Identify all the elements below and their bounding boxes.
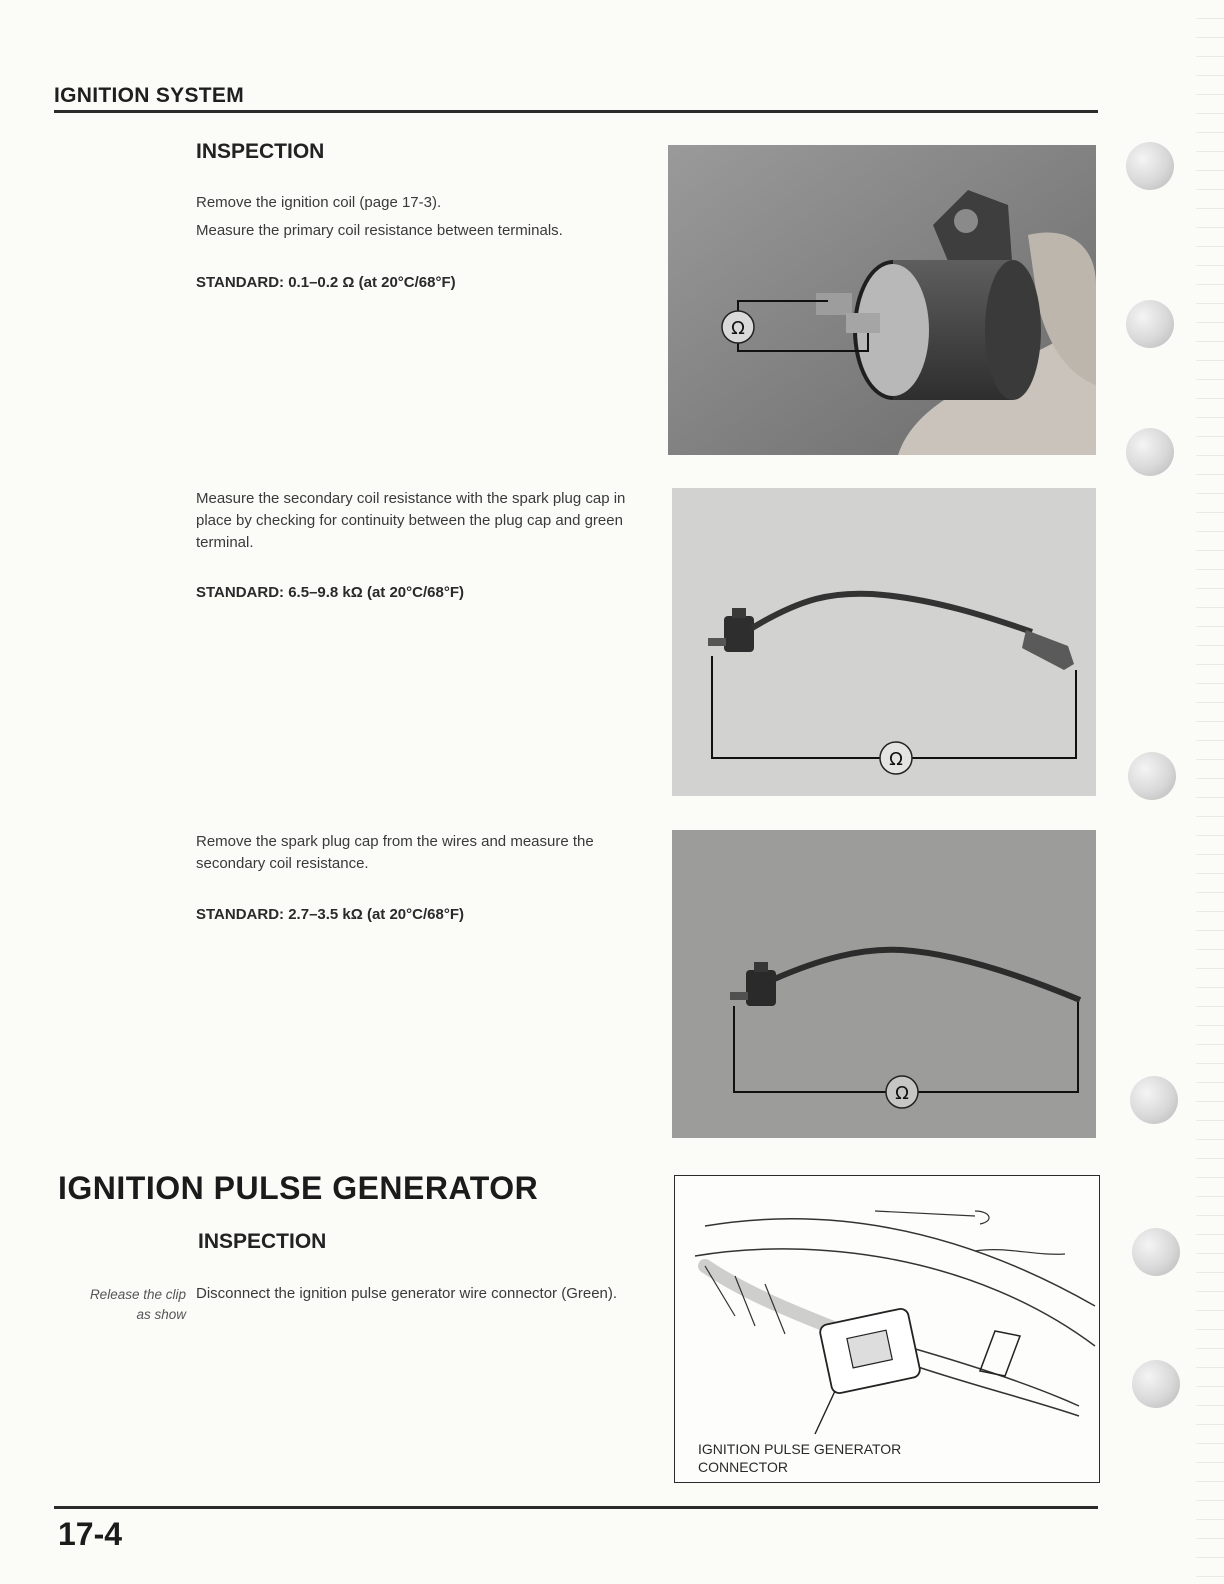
binder-hole (1132, 1360, 1180, 1408)
photo-primary-coil-test (668, 145, 1096, 455)
pulse-generator-title: IGNITION PULSE GENERATOR (58, 1170, 539, 1206)
ohmmeter-symbol: Ω (731, 318, 745, 339)
step-measure-secondary-with-cap: Measure the secondary coil resistance with the spark plug cap in place by checking for continuity between the plug cap and green terminal. (196, 490, 626, 551)
callout-line-2: CONNECTOR (698, 1459, 788, 1475)
section-title: IGNITION SYSTEM (54, 84, 245, 107)
margin-note: Release the clip as show (89, 1287, 186, 1322)
binder-hole (1126, 142, 1174, 190)
photo-secondary-with-cap-test (672, 488, 1096, 796)
callout-line-1: IGNITION PULSE GENERATOR (698, 1441, 902, 1457)
page-number: 17-4 (58, 1516, 123, 1552)
pulse-generator-inspection-heading: INSPECTION (198, 1230, 327, 1253)
binder-hole (1132, 1228, 1180, 1276)
standard-secondary-no-cap: STANDARD: 2.7–3.5 kΩ (at 20°C/68°F) (196, 906, 464, 923)
step-disconnect-connector: Disconnect the ignition pulse generator wire connector (Green). (196, 1285, 618, 1302)
footer-rule (54, 1506, 1098, 1509)
page-edge (1196, 0, 1224, 1584)
header-rule (54, 110, 1098, 113)
photo-secondary-no-cap-test (672, 830, 1096, 1138)
connector-diagram (674, 1175, 1100, 1483)
step-measure-primary: Measure the primary coil resistance between terminals. (196, 222, 563, 239)
binder-hole (1130, 1076, 1178, 1124)
step-remove-coil: Remove the ignition coil (page 17-3). (196, 194, 442, 211)
ohmmeter-symbol: Ω (889, 749, 903, 770)
inspection-heading: INSPECTION (196, 140, 325, 163)
standard-primary: STANDARD: 0.1–0.2 Ω (at 20°C/68°F) (196, 274, 456, 291)
ohmmeter-symbol: Ω (895, 1083, 909, 1104)
step-measure-secondary-no-cap: Remove the spark plug cap from the wires and measure the secondary coil resistance. (196, 833, 594, 872)
binder-hole (1126, 428, 1174, 476)
connector-callout-label (698, 1440, 901, 1476)
standard-secondary-with-cap: STANDARD: 6.5–9.8 kΩ (at 20°C/68°F) (196, 584, 464, 601)
binder-hole (1128, 752, 1176, 800)
binder-hole (1126, 300, 1174, 348)
